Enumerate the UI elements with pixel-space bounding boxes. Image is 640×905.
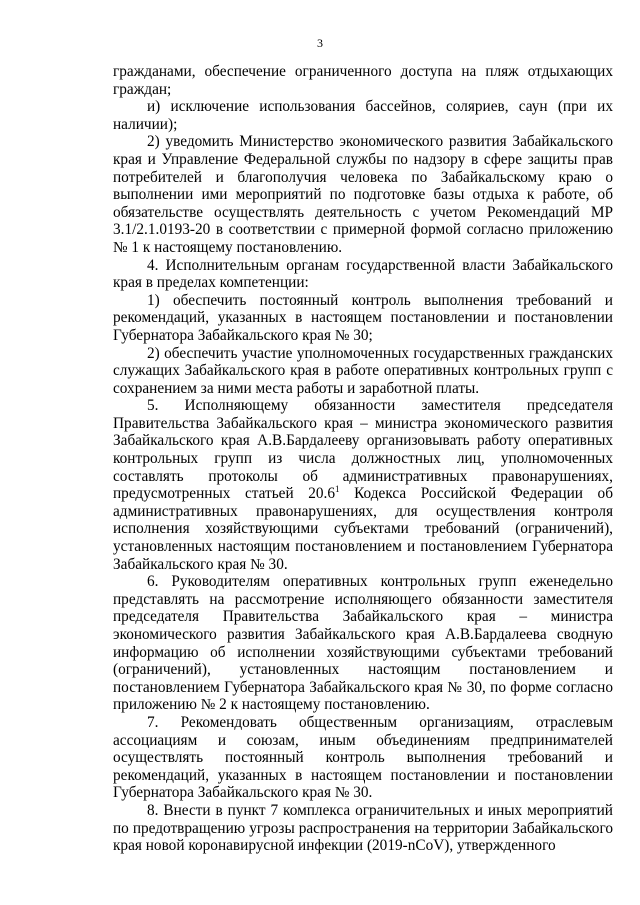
paragraph-item-2-notify: 2) уведомить Министерство экономического развития Забайкальского края и Управление Федеральной службы по надзору в сфере защиты прав потребителей и благополучия человека по Забайкальскому краю о выполнении ими мероприятий по подготовке базы отдыха к работе, об обязательстве осуществлять деятельность с учетом Рекомендаций МР 3.1/2.1.0193-20 в соответствии с примерной формой согласно приложению № 1 к настоящему постановлению. bbox=[113, 133, 613, 256]
paragraph-6: 6. Руководителям оперативных контрольных групп еженедельно представлять на рассмотрение исполняющего обязанности заместителя председателя Правительства Забайкальского края – министра экономического развития Забайкальского края А.В.Бардалеева сводную информацию об исполнении хозяйствующими субъектами требований (ограничений), установленных настоящим постановлением и постановлением Губернатора Забайкальского края № 30, по форме согласно приложению № 2 к настоящему постановлению. bbox=[113, 573, 613, 714]
page-number: 3 bbox=[317, 36, 323, 50]
paragraph-7: 7. Рекомендовать общественным организациям, отраслевым ассоциациям и союзам, иным объединениям предпринимателей осуществлять постоянный контроль выполнения требований и рекомендаций, указанных в настоящем постановлении и постановлении Губернатора Забайкальского края № 30. bbox=[113, 713, 613, 802]
paragraph-5-text-after: Кодекса Российской Федерации об административных правонарушениях, для осуществления контроля исполнения хозяйствующими субъектами требований (ограничений), установленных настоящим постановлением и постановлением Губернатора Забайкальского края № 30. bbox=[113, 485, 613, 573]
paragraph-continuation: гражданами, обеспечение ограниченного доступа на пляж отдыхающих граждан; bbox=[113, 63, 613, 98]
paragraph-item-i: и) исключение использования бассейнов, соляриев, саун (при их наличии); bbox=[113, 98, 613, 133]
paragraph-5 bbox=[113, 397, 613, 573]
paragraph-4-item-1: 1) обеспечить постоянный контроль выполнения требований и рекомендаций, указанных в настоящем постановлении и постановлении Губернатора Забайкальского края № 30; bbox=[113, 291, 613, 344]
paragraph-4-item-2: 2) обеспечить участие уполномоченных государственных гражданских служащих Забайкальского края в работе оперативных контрольных групп с сохранением за ними места работы и заработной платы. bbox=[113, 344, 613, 397]
paragraph-5-superscript: 1 bbox=[335, 484, 340, 495]
paragraph-8: 8. Внести в пункт 7 комплекса ограничительных и иных мероприятий по предотвращению угрозы распространения на территории Забайкальского края новой коронавирусной инфекции (2019-nCoV), утвержденного bbox=[113, 801, 613, 855]
document-body bbox=[113, 63, 613, 855]
paragraph-4: 4. Исполнительным органам государственной власти Забайкальского края в пределах компетенции: bbox=[113, 256, 613, 292]
paragraph-5-text-before: 5. Исполняющему обязанности заместителя председателя Правительства Забайкальского края – министра экономического развития Забайкальского края А.В.Бардалееву организовывать работу оперативных контрольных групп из числа должностных лиц, уполномоченных составлять протоколы об административных правонарушениях, предусмотренных статьей 20.6 bbox=[113, 397, 613, 503]
